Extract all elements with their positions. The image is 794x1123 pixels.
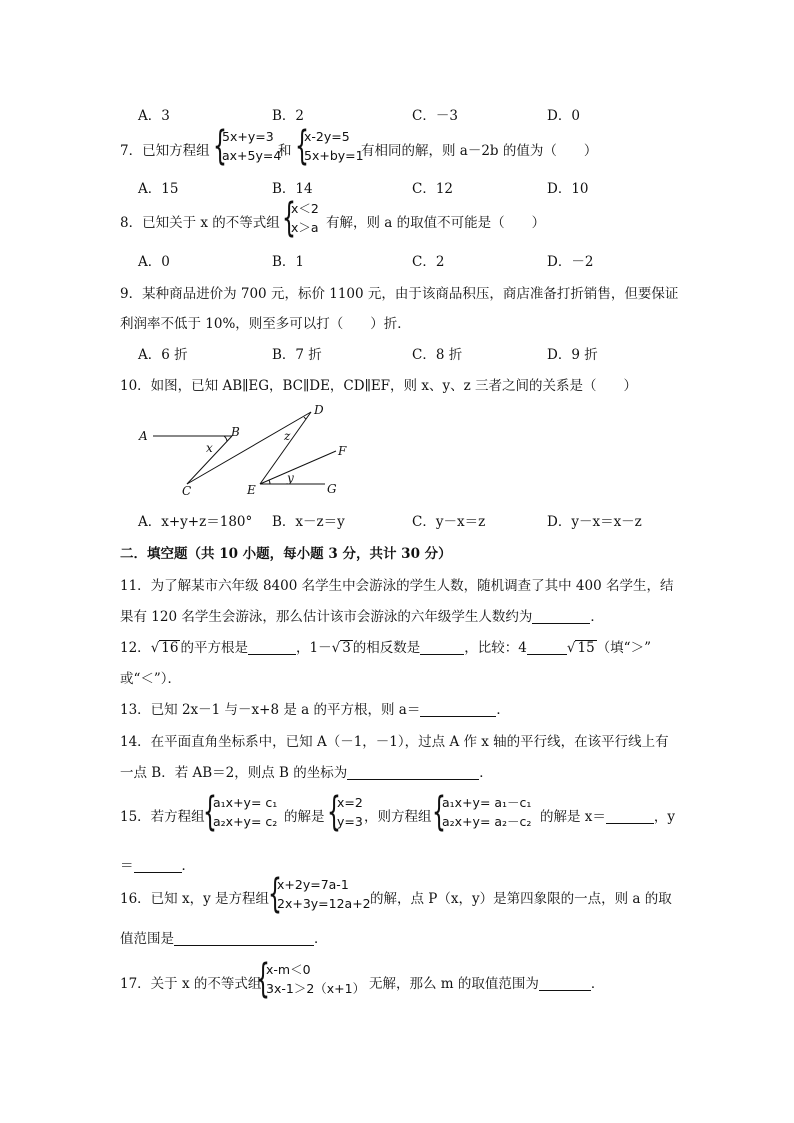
q10-option-d[interactable]: D．y－x＝x－z [547,514,642,530]
q15-eq-2: a₂x+y= c₂ [213,814,278,829]
q8-system [291,199,319,237]
q15-brace-3: { [432,789,446,835]
q7-system-1 [222,127,281,165]
sqrt-15: √ 15 [566,640,595,656]
q17-lead: 17．关于 x 的不等式组 [120,976,262,992]
q10-option-b[interactable]: B．x－z＝y [272,514,345,530]
q17-ineq-1: x-m＜0 [266,962,311,977]
q7-tail: 有相同的解，则 a－2b 的值为（ ） [361,143,598,159]
q7-brace-1: { [213,123,227,169]
q16-tail: 的解，点 P（x，y）是第四象限的一点，则 a 的取 [370,891,672,907]
q9-option-c[interactable]: C．8 折 [412,347,463,363]
q9-option-a[interactable]: A．6 折 [138,347,188,363]
q10-text: 10．如图，已知 AB∥EG，BC∥DE，CD∥EF，则 x、y、z 三者之间的关系是（ ） [120,378,637,394]
angle-x-arc [224,436,227,441]
q11-end: ． [590,609,604,625]
q15-brace-2: { [327,789,341,835]
q17-tail-line [369,972,604,992]
q6-option-c[interactable]: C．－3 [412,108,458,124]
q6-option-d[interactable]: D．0 [547,108,580,124]
q13-line [120,698,510,718]
q10-option-a[interactable]: A．x+y+z＝180° [138,514,253,530]
q16-eq-2: 2x+3y=12a+2 [277,896,371,911]
angle-z-arc [304,417,306,419]
q15-eq-sign: ＝ [120,858,134,874]
q15-end: ． [181,858,195,874]
q10-option-c[interactable]: C．y－x＝z [412,514,486,530]
angle-y-arc [269,480,270,484]
q14-answer-blank[interactable] [347,765,479,780]
q13-text: 13．已知 2x－1 与－x+8 是 a 的平方根，则 a＝ [120,702,421,718]
q15-sol-y: y=3 [337,814,363,829]
q16-eq-1: x+2y=7a-1 [277,877,349,892]
label-b: B [231,425,240,439]
q7-eq-1: 5x+y=3 [222,129,274,144]
q15-line-2 [120,854,195,874]
label-e: E [247,483,256,497]
q7-brace-2: { [295,123,309,169]
q12-text-1: 的平方根是 [180,640,248,656]
q7-eq-4: 5x+by=1 [304,148,364,163]
q14-end: ． [479,765,493,781]
q9-option-b[interactable]: B．7 折 [272,347,322,363]
q15-text-3: 的解是 x＝ [540,809,606,825]
label-d: D [314,403,324,417]
section-2-title: 二．填空题（共 10 小题，每小题 3 分，共计 30 分） [120,546,452,562]
q11-line-2 [120,605,604,625]
q9-option-d[interactable]: D．9 折 [547,347,598,363]
q7-option-a[interactable]: A．15 [138,181,179,197]
q7-eq-2: ax+5y=4 [222,148,282,163]
q11-line-1: 11．为了解某市六年级 8400 名学生中会游泳的学生人数，随机调查了其中 400 名学生，结 [120,578,674,594]
q17-system [266,960,365,998]
q15-system-2 [442,793,531,831]
q16-text: 值范围是 [120,931,174,947]
q16-line-2 [120,927,328,947]
sqrt-3: √ 3 [331,640,351,656]
label-c: C [182,484,192,498]
q7-option-c[interactable]: C．12 [412,181,454,197]
q15-system-1 [213,793,277,831]
q7-option-b[interactable]: B．14 [272,181,313,197]
q8-lead: 8．已知关于 x 的不等式组 [120,215,280,231]
q15-text-1: 的解是 [284,809,325,825]
q12-text-2: ，1－ [295,640,332,656]
q12-line-1 [120,636,651,656]
q9-line-1: 9．某种商品进价为 700 元，标价 1100 元，由于该商品积压，商店准备打折销售，但要保证 [120,286,679,302]
q12-blank-1[interactable] [248,640,296,655]
q14-line-2 [120,761,493,781]
q14-text: 一点 B．若 AB＝2，则点 B 的坐标为 [120,765,348,781]
q6-option-a[interactable]: A．3 [138,108,170,124]
q12-blank-2[interactable] [420,640,464,655]
q15-brace-1: { [203,789,217,835]
q15-text-4: ，y [653,809,676,825]
q16-answer-blank[interactable] [174,931,314,946]
q15-eq-1: a₁x+y= c₁ [213,795,278,810]
q7-mid: 和 [278,143,292,159]
q8-ineq-1: x＜2 [291,201,319,216]
q15-solution [337,793,363,831]
q15-sol-x: x=2 [337,795,363,810]
q10-figure [136,400,356,500]
sqrt-3-radicand: 3 [342,640,351,656]
sqrt-16-radicand: 16 [161,640,179,656]
q11-line-2-text: 果有 120 名学生会游泳，那么估计该市会游泳的六年级学生人数约为 [120,609,533,625]
q6-option-b[interactable]: B．2 [272,108,305,124]
q12-text-4: ，比较：4 [464,640,527,656]
q15-text-2: ，则方程组 [364,809,432,825]
q12-number: 12． [120,640,151,656]
q13-end: ． [496,702,510,718]
q17-brace: { [256,956,270,1002]
q12-blank-3[interactable] [527,640,567,655]
sqrt-15-radicand: 15 [577,640,595,656]
q8-option-d[interactable]: D．－2 [547,254,594,270]
label-angle-x: x [206,441,213,455]
label-angle-y: y [287,471,294,485]
q7-lead: 7．已知方程组 [120,143,210,159]
q15-eq-3: a₁x+y= a₁－c₁ [442,795,532,810]
q8-option-c[interactable]: C．2 [412,254,445,270]
q14-line-1: 14．在平面直角坐标系中，已知 A（－1，－1），过点 A 作 x 轴的平行线，在该平行线上有 [120,734,669,750]
label-a: A [139,429,148,443]
q15-blank-y[interactable] [134,858,182,873]
q7-option-d[interactable]: D．10 [547,181,589,197]
q16-lead: 16．已知 x，y 是方程组 [120,891,270,907]
q7-system-2 [304,127,364,165]
label-f: F [338,444,347,458]
q9-line-2: 利润率不低于 10%，则至多可以打（ ）折． [120,316,411,332]
q16-end: ． [314,931,328,947]
q15-blank-x[interactable] [606,809,654,824]
q8-brace: { [282,195,296,241]
q15-line-1-end [540,805,675,825]
q16-system [277,875,371,913]
q7-eq-3: x-2y=5 [304,129,350,144]
sqrt-16: √ 16 [150,640,179,656]
q17-tail: 无解，那么 m 的取值范围为 [369,976,539,992]
q15-eq-4: a₂x+y= a₂－c₂ [442,814,532,829]
q8-tail: 有解，则 a 的取值不可能是（ ） [326,215,546,231]
q15-lead: 15．若方程组 [120,809,205,825]
label-angle-z: z [284,429,291,443]
q16-brace: { [268,871,282,917]
q8-option-a[interactable]: A．0 [138,254,170,270]
q12-line-2: 或“＜”）． [120,671,182,687]
q12-text-5: （填“＞” [596,640,651,656]
label-g: G [327,482,337,496]
q8-option-b[interactable]: B．1 [272,254,305,270]
q17-answer-blank[interactable] [539,976,591,991]
q13-answer-blank[interactable] [420,702,496,717]
q8-ineq-2: x＞a [291,220,319,235]
q17-end: ． [590,976,605,992]
q12-text-3: 的相反数是 [352,640,421,656]
q11-answer-blank[interactable] [532,609,590,624]
q17-ineq-2: 3x-1＞2（x+1） [266,981,366,996]
